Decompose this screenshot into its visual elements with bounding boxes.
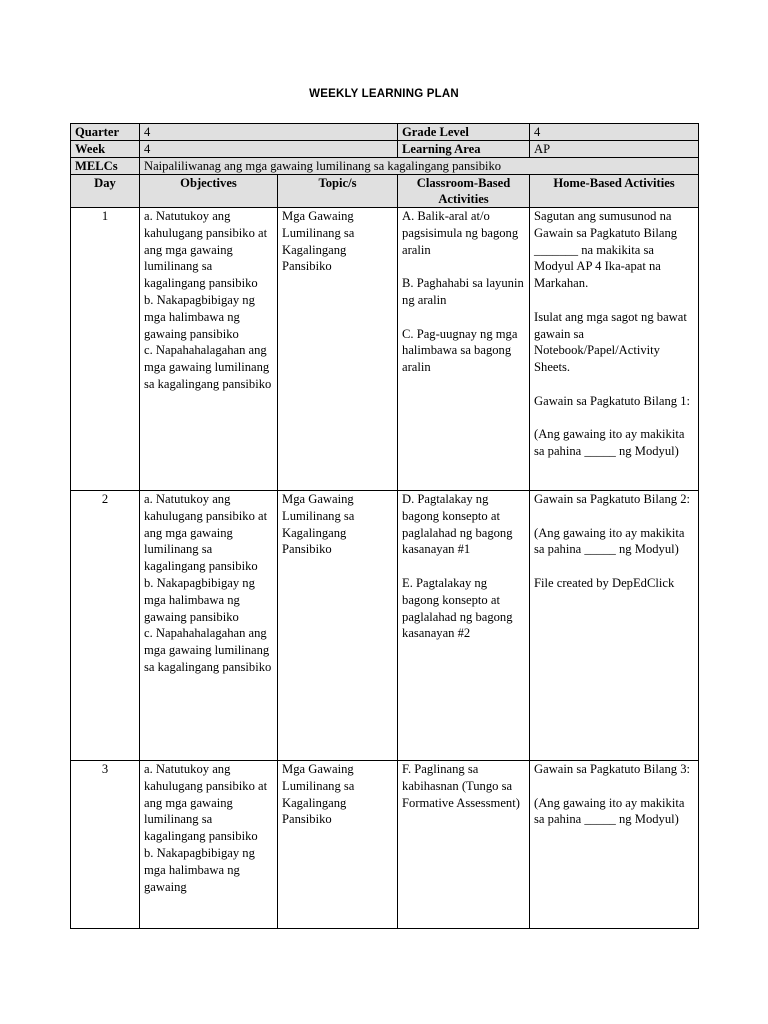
home-activity: Gawain sa Pagkatuto Bilang 2: xyxy=(534,492,691,506)
objective-item: a. Natutukoy ang kahulugang pansibiko at ang mga gawaing lumilinang sa kagalingang pansibiko xyxy=(144,762,268,844)
home-activity: Sagutan ang sumusunod na Gawain sa Pagkatuto Bilang _______ na makikita sa Modyul AP 4 Ika-apat na Markahan. xyxy=(534,209,678,291)
objective-item: c. Napahahalagahan ang mga gawaing lumilinang sa kagalingang pansibiko xyxy=(144,343,272,391)
quarter-value: 4 xyxy=(140,124,398,141)
column-header-home: Home-Based Activities xyxy=(530,175,699,208)
classroom-activity: D. Pagtalakay ng bagong konsepto at paglalahad ng bagong kasanayan #1 xyxy=(402,492,513,557)
objectives-cell xyxy=(140,491,278,761)
classroom-activity: B. Paghahabi sa layunin ng aralin xyxy=(402,276,524,307)
home-activity: Gawain sa Pagkatuto Bilang 1: xyxy=(534,393,691,408)
classroom-activity: C. Pag-uugnay ng mga halimbawa sa bagong aralin xyxy=(402,326,518,375)
table-row xyxy=(71,491,699,761)
classroom-cell xyxy=(398,761,530,929)
objective-item: a. Natutukoy ang kahulugang pansibiko at ang mga gawaing lumilinang sa kagalingang pansibiko xyxy=(144,209,268,291)
topic-cell: Mga Gawaing Lumilinang sa Kagalingang Pansibiko xyxy=(278,491,398,761)
week-value: 4 xyxy=(140,141,398,158)
classroom-activity: F. Paglinang sa kabihasnan (Tungo sa Formative Assessment) xyxy=(402,762,520,810)
home-activity: Isulat ang mga sagot ng bawat gawain sa Notebook/Papel/Activity Sheets. xyxy=(534,309,687,375)
learning-area-label: Learning Area xyxy=(398,141,530,158)
week-row xyxy=(71,141,699,158)
day-cell: 3 xyxy=(71,761,140,929)
column-header-row xyxy=(71,175,699,208)
home-activity: Gawain sa Pagkatuto Bilang 3: xyxy=(534,762,691,776)
grade-level-label: Grade Level xyxy=(398,124,530,141)
quarter-row xyxy=(71,124,699,141)
column-header-topics: Topic/s xyxy=(278,175,398,208)
table-row xyxy=(71,208,699,491)
day-cell: 2 xyxy=(71,491,140,761)
learning-area-value: AP xyxy=(530,141,699,158)
melcs-row xyxy=(71,158,699,175)
column-header-classroom: Classroom-Based Activities xyxy=(398,175,530,208)
objectives-cell xyxy=(140,208,278,491)
home-activity: File created by DepEdClick xyxy=(534,575,675,590)
day-cell: 1 xyxy=(71,208,140,491)
objectives-cell xyxy=(140,761,278,929)
quarter-label: Quarter xyxy=(71,124,140,141)
melcs-label: MELCs xyxy=(71,158,140,175)
topic-cell: Mga Gawaing Lumilinang sa Kagalingang Pansibiko xyxy=(278,208,398,491)
classroom-activity: A. Balik-aral at/o pagsisimula ng bagong aralin xyxy=(402,209,519,257)
column-header-day: Day xyxy=(71,175,140,208)
home-cell xyxy=(530,208,699,491)
page-title: WEEKLY LEARNING PLAN xyxy=(309,88,459,100)
objective-item: b. Nakapagbibigay ng mga halimbawa ng gawaing xyxy=(144,845,255,894)
home-activity: (Ang gawaing ito ay makikita sa pahina _____ ng Modyul) xyxy=(534,795,685,827)
home-activity: (Ang gawaing ito ay makikita sa pahina _____ ng Modyul) xyxy=(534,525,685,557)
classroom-cell xyxy=(398,491,530,761)
objective-item: b. Nakapagbibigay ng mga halimbawa ng gawaing pansibiko xyxy=(144,575,255,624)
week-label: Week xyxy=(71,141,140,158)
topic-cell: Mga Gawaing Lumilinang sa Kagalingang Pansibiko xyxy=(278,761,398,929)
classroom-cell xyxy=(398,208,530,491)
melcs-value: Naipaliliwanag ang mga gawaing lumilinang sa kagalingang pansibiko xyxy=(140,158,699,175)
home-cell xyxy=(530,491,699,761)
table-row xyxy=(71,761,699,929)
column-header-objectives: Objectives xyxy=(140,175,278,208)
classroom-activity: E. Pagtalakay ng bagong konsepto at paglalahad ng bagong kasanayan #2 xyxy=(402,575,513,641)
objective-item: a. Natutukoy ang kahulugang pansibiko at ang mga gawaing lumilinang sa kagalingang pansibiko xyxy=(144,492,268,574)
objective-item: b. Nakapagbibigay ng mga halimbawa ng gawaing pansibiko xyxy=(144,292,255,341)
home-cell xyxy=(530,761,699,929)
learning-plan-table xyxy=(70,123,699,929)
home-activity: (Ang gawaing ito ay makikita sa pahina _____ ng Modyul) xyxy=(534,427,685,459)
grade-level-value: 4 xyxy=(530,124,699,141)
objective-item: c. Napahahalagahan ang mga gawaing lumilinang sa kagalingang pansibiko xyxy=(144,626,272,674)
